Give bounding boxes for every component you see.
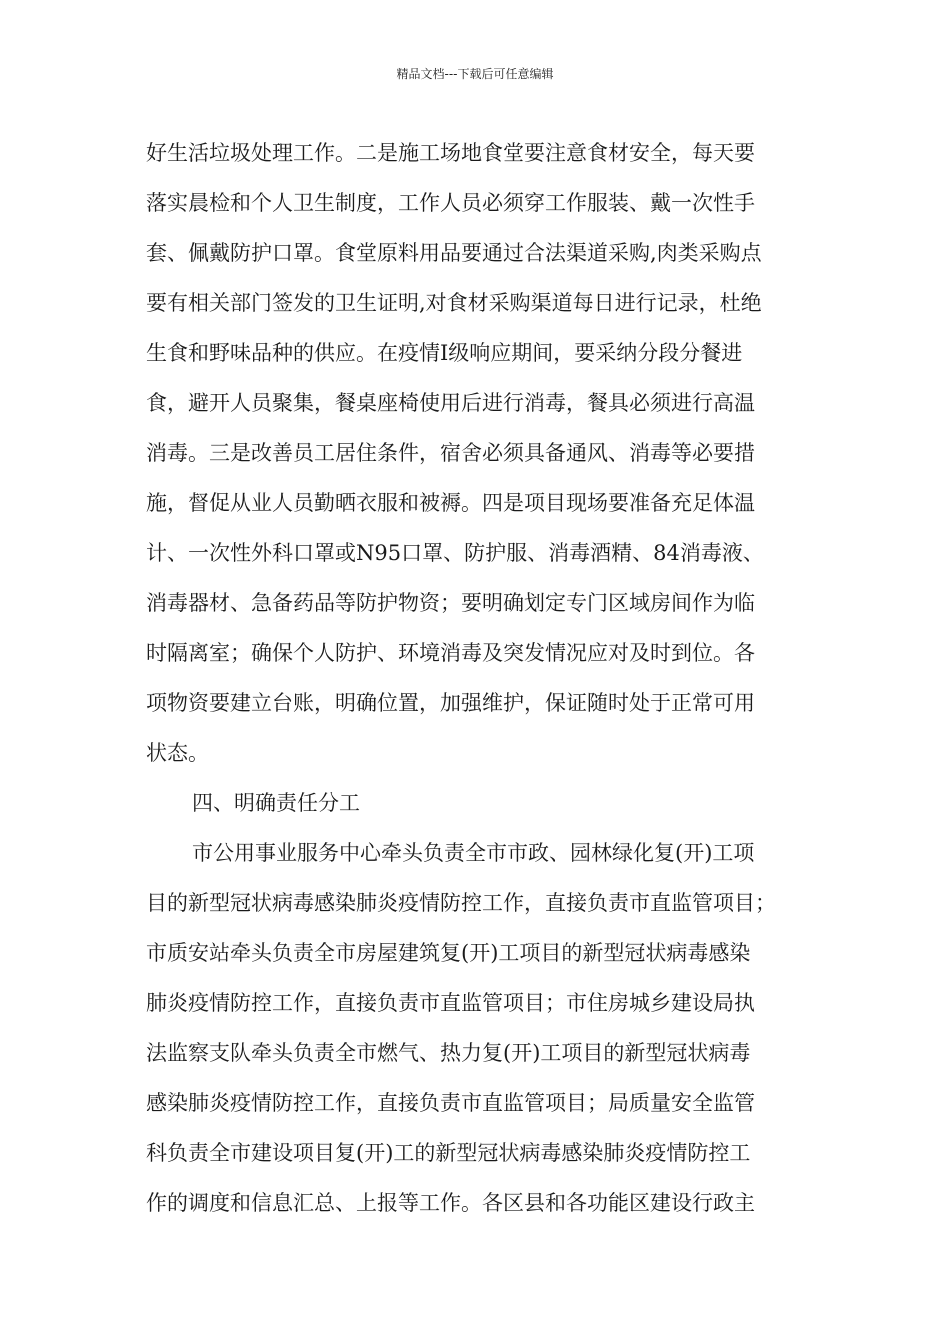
text-line: 时隔离室；确保个人防护、环境消毒及突发情况应对及时到位。各 [146, 641, 755, 665]
text-line: 食，避开人员聚集，餐桌座椅使用后进行消毒，餐具必须进行高温 [146, 391, 755, 415]
text-line: 要有相关部门签发的卫生证明,对食材采购渠道每日进行记录，杜绝 [146, 291, 762, 315]
text-line: 项物资要建立台账，明确位置，加强维护，保证随时处于正常可用 [146, 691, 755, 715]
text-line: 状态。 [146, 741, 209, 765]
text-line: 施，督促从业人员勤晒衣服和被褥。四是项目现场要准备充足体温 [146, 491, 755, 515]
text-line: 好生活垃圾处理工作。二是施工场地食堂要注意食材安全，每天要 [146, 141, 755, 165]
body-text [146, 128, 816, 1228]
page-header: 精品文档---下载后可任意编辑 [396, 67, 554, 81]
text-line: 作的调度和信息汇总、上报等工作。各区县和各功能区建设行政主 [146, 1191, 755, 1215]
text-line: 感染肺炎疫情防控工作，直接负责市直监管项目；局质量安全监管 [146, 1091, 755, 1115]
text-line: 肺炎疫情防控工作，直接负责市直监管项目；市住房城乡建设局执 [146, 991, 755, 1015]
text-line: 市公用事业服务中心牵头负责全市市政、园林绿化复(开)工项 [192, 841, 755, 865]
text-line: 生食和野味品种的供应。在疫情Ⅰ级响应期间，要采纳分段分餐进 [146, 341, 743, 365]
text-line: 套、佩戴防护口罩。食堂原料用品要通过合法渠道采购,肉类采购点 [146, 241, 762, 265]
text-line: 市质安站牵头负责全市房屋建筑复(开)工项目的新型冠状病毒感染 [146, 941, 751, 965]
text-line: 消毒。三是改善员工居住条件，宿舍必须具备通风、消毒等必要措 [146, 441, 755, 465]
section-heading: 四、明确责任分工 [192, 791, 360, 815]
text-line: 消毒器材、急备药品等防护物资；要明确划定专门区域房间作为临 [146, 591, 755, 615]
text-line: 落实晨检和个人卫生制度，工作人员必须穿工作服装、戴一次性手 [146, 191, 755, 215]
text-line: 目的新型冠状病毒感染肺炎疫情防控工作，直接负责市直监管项目； [146, 891, 776, 915]
text-line: 法监察支队牵头负责全市燃气、热力复(开)工项目的新型冠状病毒 [146, 1041, 751, 1065]
text-line: 科负责全市建设项目复(开)工的新型冠状病毒感染肺炎疫情防控工 [146, 1141, 751, 1165]
text-line: 计、一次性外科口罩或N95口罩、防护服、消毒酒精、84消毒液、 [146, 541, 764, 565]
